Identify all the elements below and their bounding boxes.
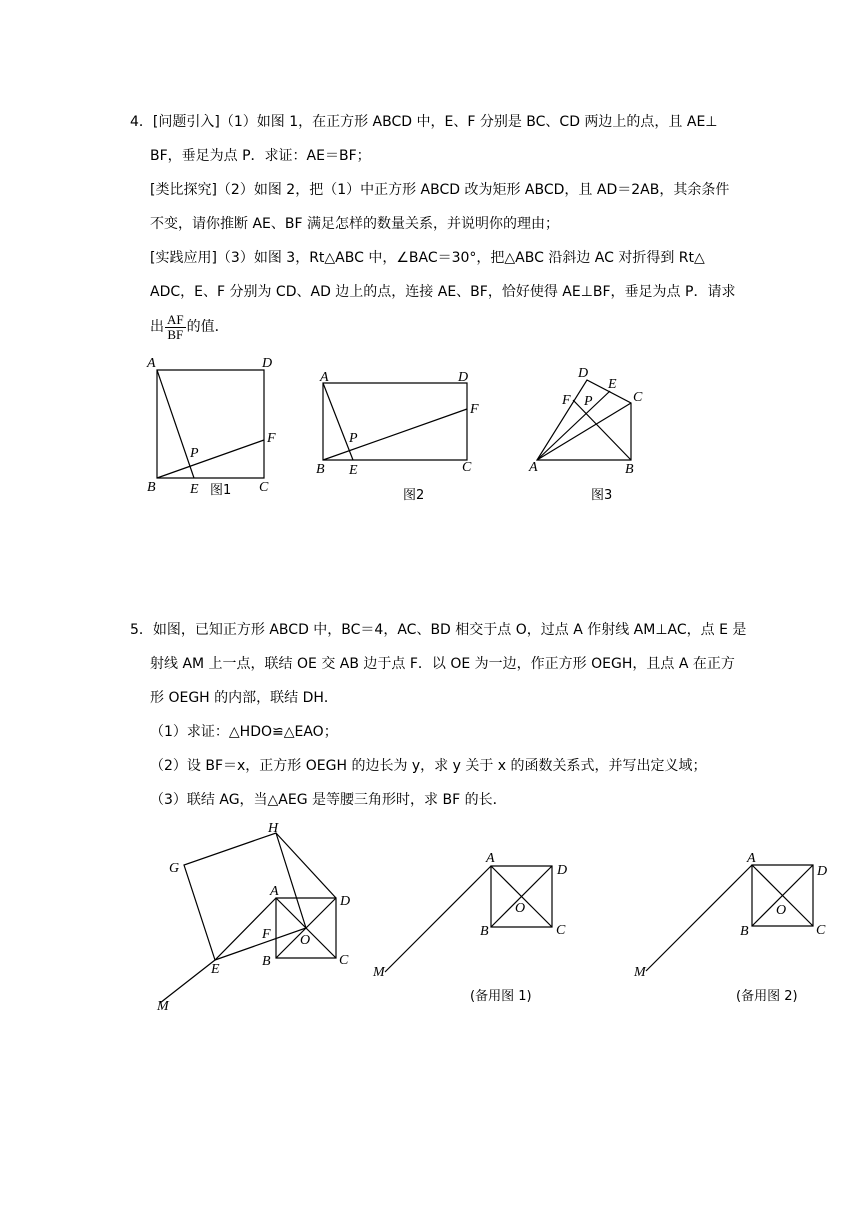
p4-line-6: ADC，E、F 分别为 CD、AD 边上的点，连接 AE、BF，恰好使得 AE⊥BF，垂足为点 P．请求 xyxy=(150,284,736,300)
fig1-label-b: B xyxy=(147,480,156,495)
spare2-label-b: B xyxy=(740,924,749,939)
p4-line-5: [实践应用]（3）如图 3，Rt△ABC 中，∠BAC＝30°，把△ABC 沿斜边 AC 对折得到 Rt△ xyxy=(150,250,705,266)
fig2-label-p: P xyxy=(349,431,358,446)
spare1-label-c: C xyxy=(556,923,566,938)
spare2-label-d: D xyxy=(817,864,828,879)
spare-figure-1 xyxy=(372,851,567,1004)
fig5-label-e: E xyxy=(211,962,220,977)
p5-question-1: （1）求证：△HDO≌△EAO； xyxy=(150,724,338,740)
spare1-caption: (备用图 1) xyxy=(470,989,532,1004)
spare1-label-d: D xyxy=(557,863,568,878)
fig5-label-m: M xyxy=(157,999,169,1014)
fig3-label-f: F xyxy=(562,393,571,408)
p4-line-7-pre: 出 xyxy=(150,319,164,335)
figure-5-main xyxy=(156,821,350,1014)
fig2-label-a: A xyxy=(320,370,329,385)
spare2-ray-am xyxy=(646,865,752,971)
p5-line-3: 形 OEGH 的内部，联结 DH． xyxy=(150,690,338,706)
spare-figure-2 xyxy=(633,851,827,1004)
fig1-segment-ae xyxy=(157,370,194,478)
p5-line-1: 5．如图，已知正方形 ABCD 中，BC＝4，AC、BD 相交于点 O，过点 A 作射线 AM⊥AC，点 E 是 xyxy=(130,622,747,638)
fig2-label-c: C xyxy=(462,460,472,475)
fig2-label-d: D xyxy=(458,370,469,385)
fig2-segment-ae xyxy=(323,383,353,460)
figure-3 xyxy=(528,366,643,503)
fig1-label-p: P xyxy=(190,446,199,461)
fig2-rectangle xyxy=(323,383,467,460)
fig1-label-c: C xyxy=(259,480,269,495)
fig1-square xyxy=(157,370,264,478)
fig3-label-a: A xyxy=(529,460,538,475)
p5-question-3: （3）联结 AG，当△AEG 是等腰三角形时，求 BF 的长． xyxy=(150,792,507,808)
fig2-label-f: F xyxy=(470,402,479,417)
fig3-caption: 图3 xyxy=(591,488,613,503)
spare2-label-m: M xyxy=(634,965,646,980)
figure-1 xyxy=(146,356,276,498)
spare1-label-o: O xyxy=(515,901,526,916)
fig3-outline xyxy=(537,380,631,460)
p4-line-3: [类比探究]（2）如图 2，把（1）中正方形 ABCD 改为矩形 ABCD，且 AD＝2AB，其余条件 xyxy=(150,182,730,198)
fig1-caption: 图1 xyxy=(210,483,232,498)
fig1-label-d: D xyxy=(262,356,273,371)
figure-2 xyxy=(316,370,479,503)
fig3-label-e: E xyxy=(608,377,617,392)
p4-line-2: BF，垂足为点 P．求证：AE＝BF； xyxy=(150,148,371,164)
spare1-label-b: B xyxy=(480,924,489,939)
spare2-label-o: O xyxy=(776,903,787,918)
spare1-label-m: M xyxy=(373,965,385,980)
fig5-label-d: D xyxy=(340,894,351,909)
spare2-caption: (备用图 2) xyxy=(736,989,798,1004)
p5-question-2: （2）设 BF＝x，正方形 OEGH 的边长为 y，求 y 关于 x 的函数关系式，并写出定义域； xyxy=(150,758,707,774)
fig3-label-d: D xyxy=(578,366,589,381)
fig5-label-h: H xyxy=(268,821,279,836)
fig2-segment-bf xyxy=(323,409,467,460)
fig5-square-oegh xyxy=(184,833,306,960)
fig5-label-b: B xyxy=(262,954,271,969)
fig1-label-a: A xyxy=(147,356,156,371)
fig1-segment-bf xyxy=(157,440,264,478)
fraction-denominator: BF xyxy=(167,326,184,342)
fig5-segment-dh xyxy=(276,833,336,898)
fraction-numerator: AF xyxy=(167,311,184,327)
fig2-label-b: B xyxy=(316,462,325,477)
fig1-label-f: F xyxy=(267,431,276,446)
fig3-label-b: B xyxy=(625,462,634,477)
spare1-label-a: A xyxy=(486,851,495,866)
fig2-caption: 图2 xyxy=(403,488,425,503)
p4-line-1: 4．[问题引入]（1）如图 1，在正方形 ABCD 中，E、F 分别是 BC、CD 两边上的点，且 AE⊥ xyxy=(130,114,718,130)
fig1-label-e: E xyxy=(190,482,199,497)
fig5-ray-am xyxy=(160,898,276,1003)
fig5-label-o: O xyxy=(300,933,311,948)
fig3-segment-bf xyxy=(573,400,631,460)
fig5-label-f: F xyxy=(262,927,271,942)
spare2-label-a: A xyxy=(747,851,756,866)
fig3-label-c: C xyxy=(633,390,643,405)
spare1-ray-am xyxy=(385,866,491,972)
p4-line-7-post: 的值． xyxy=(186,319,229,335)
p4-line-4: 不变，请你推断 AE、BF 满足怎样的数量关系，并说明你的理由； xyxy=(150,216,559,232)
fig5-label-a: A xyxy=(270,884,279,899)
spare2-label-c: C xyxy=(816,923,826,938)
fig2-label-e: E xyxy=(349,463,358,478)
fig5-label-g: G xyxy=(169,861,180,876)
fig5-label-c: C xyxy=(339,953,349,968)
p5-line-2: 射线 AM 上一点，联结 OE 交 AB 边于点 F．以 OE 为一边，作正方形 OEGH，且点 A 在正方 xyxy=(150,656,735,672)
fig3-label-p: P xyxy=(584,394,593,409)
